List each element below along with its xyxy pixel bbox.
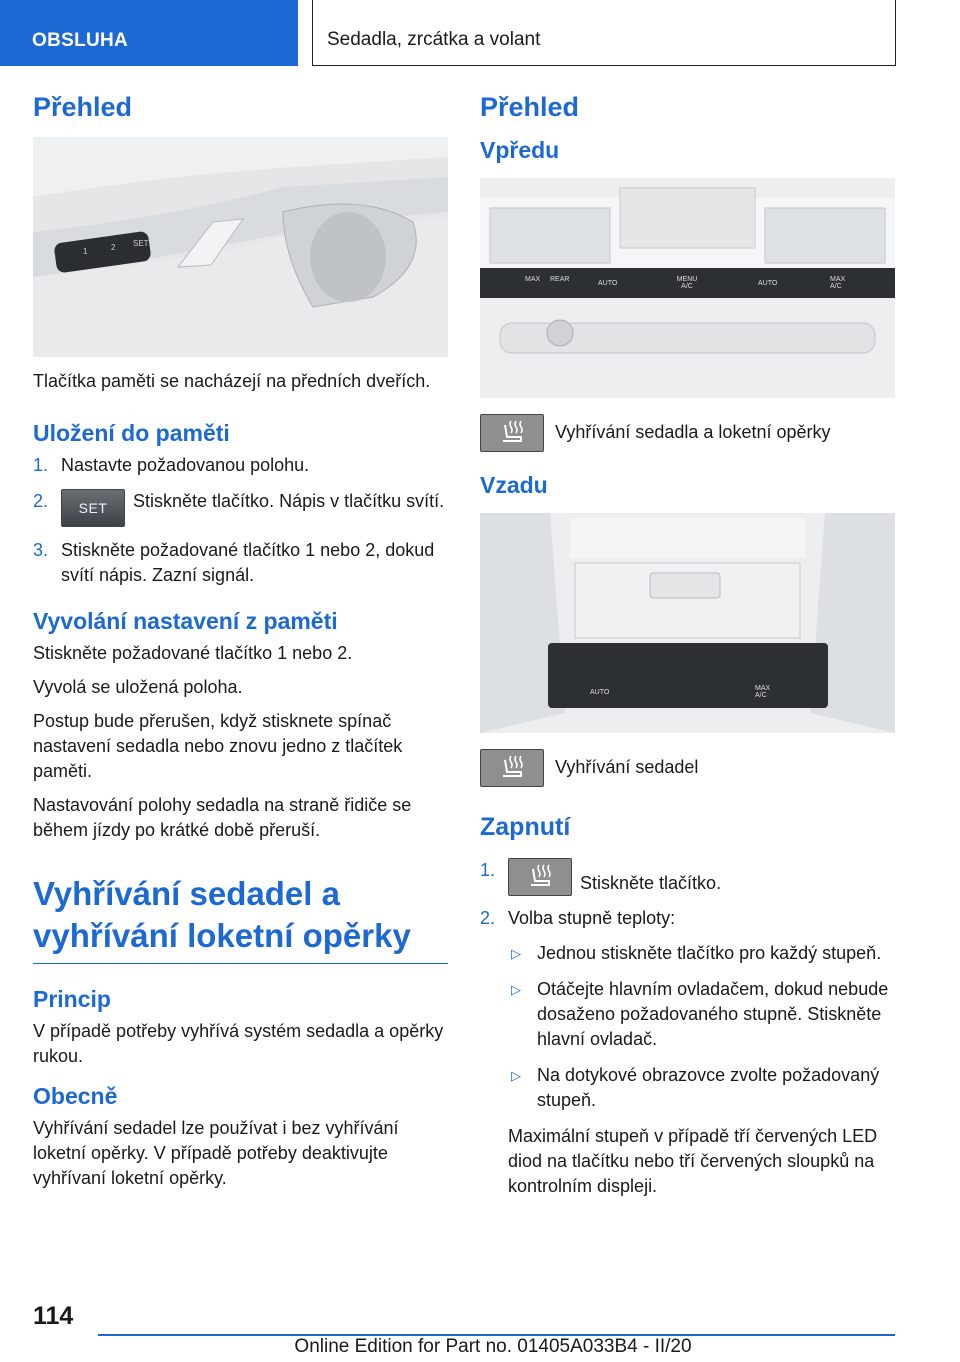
heading-vzadu: Vzadu	[480, 472, 548, 498]
front-label-auto: AUTO	[598, 280, 618, 287]
set-button-icon: SET	[61, 489, 125, 527]
footer-edition: Online Edition for Part no. 01405A033B4 - II/20	[294, 1336, 692, 1357]
rear-label-auto: AUTO	[590, 689, 610, 696]
heading-obecne: Obecně	[33, 1083, 118, 1109]
list-item: ▷ Na dotykové obrazovce zvolte požadovaný stupeň.	[511, 1065, 880, 1110]
paragraph: Postup bude přerušen, když stisknete spínač nastavení sedadla nebo znovu jedno z tlačítek paměti.	[33, 711, 403, 781]
section-label: OBSLUHA	[0, 0, 298, 66]
triangle-bullet-icon: ▷	[511, 946, 521, 961]
page-number: 114	[33, 1302, 74, 1330]
rear-climate-panel-figure	[480, 513, 895, 733]
front-label-auto-2: AUTO	[758, 280, 778, 287]
front-climate-panel-figure	[480, 178, 895, 398]
front-label-menu: MENU A/C	[676, 276, 698, 290]
front-label-max-ac: MAX A/C	[830, 276, 846, 290]
front-heating-text: Vyhřívání sedadla a loketní opěrky	[555, 422, 831, 442]
paragraph: Nastavování polohy sedadla na straně řidiče se během jízdy po krátké době přeruší.	[33, 795, 412, 840]
heading-vpredu: Vpředu	[480, 137, 560, 163]
list-item: 2. SET Stiskněte tlačítko. Nápis v tlačítku svítí.	[33, 489, 448, 527]
rear-seat-heating-icon	[480, 749, 544, 787]
ulozeni-steps	[33, 453, 448, 588]
paragraph: Maximální stupeň v případě tří červených LED diod na tlačítku nebo tří červených sloupků na kontrolním displeji.	[508, 1126, 878, 1196]
list-item: 1. Nastavte požadovanou polohu.	[33, 455, 310, 475]
page-header	[0, 0, 960, 66]
door-button-set: SET	[133, 239, 149, 248]
heading-prehled-right: Přehled	[480, 92, 580, 122]
paragraph: Stiskněte požadované tlačítko 1 nebo 2.	[33, 643, 353, 663]
heading-vyvolani: Vyvolání nastavení z paměti	[33, 608, 338, 634]
paragraph: Vyhřívání sedadel lze používat i bez vyhřívání loketní opěrky. V případě potřeby deaktivujte vyhřívaní loketní opěrky.	[33, 1118, 399, 1188]
front-heating-legend	[480, 414, 895, 452]
zapnuti-steps	[480, 858, 895, 931]
list-item: 3. Stiskněte požadované tlačítko 1 nebo 2, dokud svítí nápis. Zazní signál.	[33, 540, 435, 585]
paragraph: Vyvolá se uložená poloha.	[33, 677, 243, 697]
heading-prehled-left: Přehled	[33, 92, 133, 122]
seat-heating-icon	[480, 414, 544, 452]
heading-princip: Princip	[33, 986, 111, 1012]
figure-caption: Tlačítka paměti se nacházejí na předních dveřích.	[33, 371, 431, 391]
chapter-title: Sedadla, zrcátka a volant	[312, 0, 896, 66]
front-label-max: MAX	[525, 276, 541, 283]
door-button-2: 2	[111, 243, 116, 252]
front-label-rear: REAR	[550, 276, 570, 283]
list-item: ▷ Jednou stiskněte tlačítko pro každý stupeň.	[508, 941, 895, 966]
list-item: 2. Volba stupně teploty:	[480, 908, 676, 928]
heading-vyhrivani: Vyhřívání sedadel a vyhřívání loketní opěrky	[33, 873, 448, 964]
door-panel-illustration	[33, 137, 448, 357]
heading-zapnuti: Zapnutí	[480, 813, 571, 841]
paragraph: V případě potřeby vyhřívá systém sedadla a opěrky rukou.	[33, 1021, 444, 1066]
triangle-bullet-icon: ▷	[511, 982, 521, 997]
zapnuti-substeps	[508, 941, 895, 1113]
list-item: ▷ Otáčejte hlavním ovladačem, dokud nebude dosaženo požadovaného stupně. Stiskněte hlavní ovladač.	[511, 979, 889, 1049]
rear-heating-text: Vyhřívání sedadel	[555, 757, 699, 777]
left-column	[33, 92, 448, 1200]
seat-heating-button-icon	[508, 858, 572, 896]
rear-heating-legend	[480, 749, 895, 787]
door-button-1: 1	[83, 247, 88, 256]
triangle-bullet-icon: ▷	[511, 1068, 521, 1083]
rear-panel-illustration	[480, 513, 895, 733]
list-item: 1. Stiskněte tlačítko.	[480, 858, 895, 896]
rear-label-max-ac: MAX A/C	[755, 685, 771, 699]
right-column	[480, 92, 895, 1208]
heading-ulozeni: Uložení do paměti	[33, 420, 230, 446]
door-memory-buttons-figure	[33, 137, 448, 357]
